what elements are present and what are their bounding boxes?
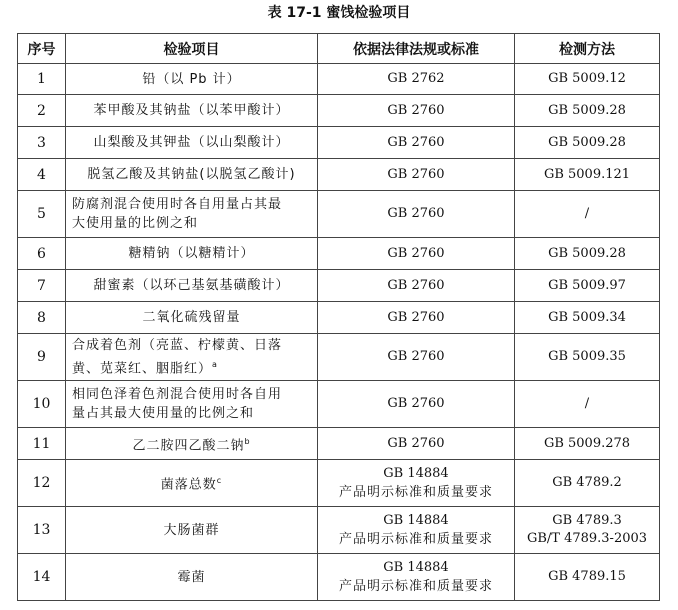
row-no: 13: [18, 507, 66, 554]
row-basis: GB 2760: [318, 95, 515, 127]
row-basis: GB 2760: [318, 428, 515, 460]
row-item: 铅（以 Pb 计）: [66, 64, 318, 95]
table-row: [18, 334, 660, 381]
row-item: 山梨酸及其钾盐（以山梨酸计）: [66, 127, 318, 159]
row-item: 糖精钠（以糖精计）: [66, 238, 318, 270]
row-no: 2: [18, 95, 66, 127]
row-method-line: GB 4789.3: [552, 513, 622, 528]
row-no: 1: [18, 64, 66, 95]
row-basis-line: GB 14884: [383, 512, 449, 528]
row-item: 脱氢乙酸及其钠盐(以脱氢乙酸计): [66, 159, 318, 191]
row-no: 5: [18, 191, 66, 238]
footnote-marker: c: [216, 476, 223, 486]
table-header-row: [18, 34, 660, 64]
table-row: [18, 238, 660, 270]
table-row: [18, 554, 660, 601]
row-method: [515, 507, 660, 554]
row-no: 8: [18, 302, 66, 334]
row-basis: GB 2760: [318, 191, 515, 238]
row-item: 甜蜜素（以环己基氨基磺酸计）: [66, 270, 318, 302]
row-method-line: GB/T 4789.3-2003: [526, 531, 648, 546]
table-row: [18, 270, 660, 302]
row-no: 9: [18, 334, 66, 381]
row-basis-line: GB 14884: [383, 559, 449, 575]
row-item-line: 量占其最大使用量的比例之和: [72, 406, 255, 421]
row-no: 6: [18, 238, 66, 270]
row-item-text: 黄、苋菜红、胭脂红）: [72, 361, 213, 377]
table-row: [18, 159, 660, 191]
row-method: GB 5009.278: [515, 428, 660, 460]
footnote-marker: a: [212, 359, 218, 369]
row-item: 苯甲酸及其钠盐（以苯甲酸计）: [66, 95, 318, 127]
row-basis-line: 产品明示标准和质量要求: [338, 484, 493, 500]
footnote-marker: b: [244, 436, 251, 446]
row-no: 4: [18, 159, 66, 191]
table-row: [18, 381, 660, 428]
row-method: GB 5009.28: [515, 127, 660, 159]
row-method: GB 5009.35: [515, 334, 660, 381]
row-basis: GB 2760: [318, 238, 515, 270]
row-basis: GB 2760: [318, 381, 515, 428]
row-basis: GB 2760: [318, 302, 515, 334]
row-method: GB 4789.2: [515, 460, 660, 507]
header-no: 序号: [18, 34, 66, 64]
row-method: GB 5009.28: [515, 95, 660, 127]
row-item: [66, 191, 318, 238]
row-basis: GB 2760: [318, 334, 515, 381]
header-basis: 依据法律法规或标准: [318, 34, 515, 64]
table-row: [18, 302, 660, 334]
row-item-line: 大使用量的比例之和: [72, 216, 199, 231]
row-no: 10: [18, 381, 66, 428]
row-item-text: 乙二胺四乙酸二钠: [132, 438, 245, 454]
row-basis: [318, 460, 515, 507]
row-item: [66, 460, 318, 507]
row-no: 12: [18, 460, 66, 507]
row-item: 二氧化硫残留量: [66, 302, 318, 334]
row-no: 11: [18, 428, 66, 460]
row-method: /: [515, 191, 660, 238]
row-method: GB 5009.121: [515, 159, 660, 191]
row-basis: [318, 507, 515, 554]
row-basis: GB 2760: [318, 159, 515, 191]
row-item-line: 相同色泽着色剂混合使用时各自用: [72, 387, 283, 402]
table-row: [18, 127, 660, 159]
row-basis-line: 产品明示标准和质量要求: [338, 531, 493, 547]
row-basis: [318, 554, 515, 601]
row-method: /: [515, 381, 660, 428]
table-row: [18, 460, 660, 507]
row-item: [66, 428, 318, 460]
table-caption: 表 17-1 蜜饯检验项目: [267, 5, 411, 21]
row-basis: GB 2760: [318, 270, 515, 302]
table-row: [18, 428, 660, 460]
row-method: GB 4789.15: [515, 554, 660, 601]
row-basis: GB 2760: [318, 127, 515, 159]
row-item-line: 合成着色剂（亮蓝、柠檬黄、日落: [72, 337, 283, 353]
header-method: 检测方法: [515, 34, 660, 64]
row-no: 14: [18, 554, 66, 601]
row-item-text: 菌落总数: [160, 477, 217, 493]
row-basis-line: GB 14884: [383, 465, 449, 481]
row-no: 3: [18, 127, 66, 159]
header-item: 检验项目: [66, 34, 318, 64]
row-method: GB 5009.12: [515, 64, 660, 95]
row-item: [66, 334, 318, 381]
row-method: GB 5009.34: [515, 302, 660, 334]
table-row: [18, 191, 660, 238]
row-item: [66, 381, 318, 428]
row-method: GB 5009.28: [515, 238, 660, 270]
inspection-table: [17, 33, 660, 601]
table-row: [18, 64, 660, 95]
table-row: [18, 507, 660, 554]
table-row: [18, 95, 660, 127]
row-item-line: 防腐剂混合使用时各自用量占其最: [72, 197, 283, 212]
row-method: GB 5009.97: [515, 270, 660, 302]
row-basis: GB 2762: [318, 64, 515, 95]
row-basis-line: 产品明示标准和质量要求: [338, 578, 493, 594]
row-item-line: [72, 355, 317, 378]
row-no: 7: [18, 270, 66, 302]
row-item: 霉菌: [66, 554, 318, 601]
row-item: 大肠菌群: [66, 507, 318, 554]
